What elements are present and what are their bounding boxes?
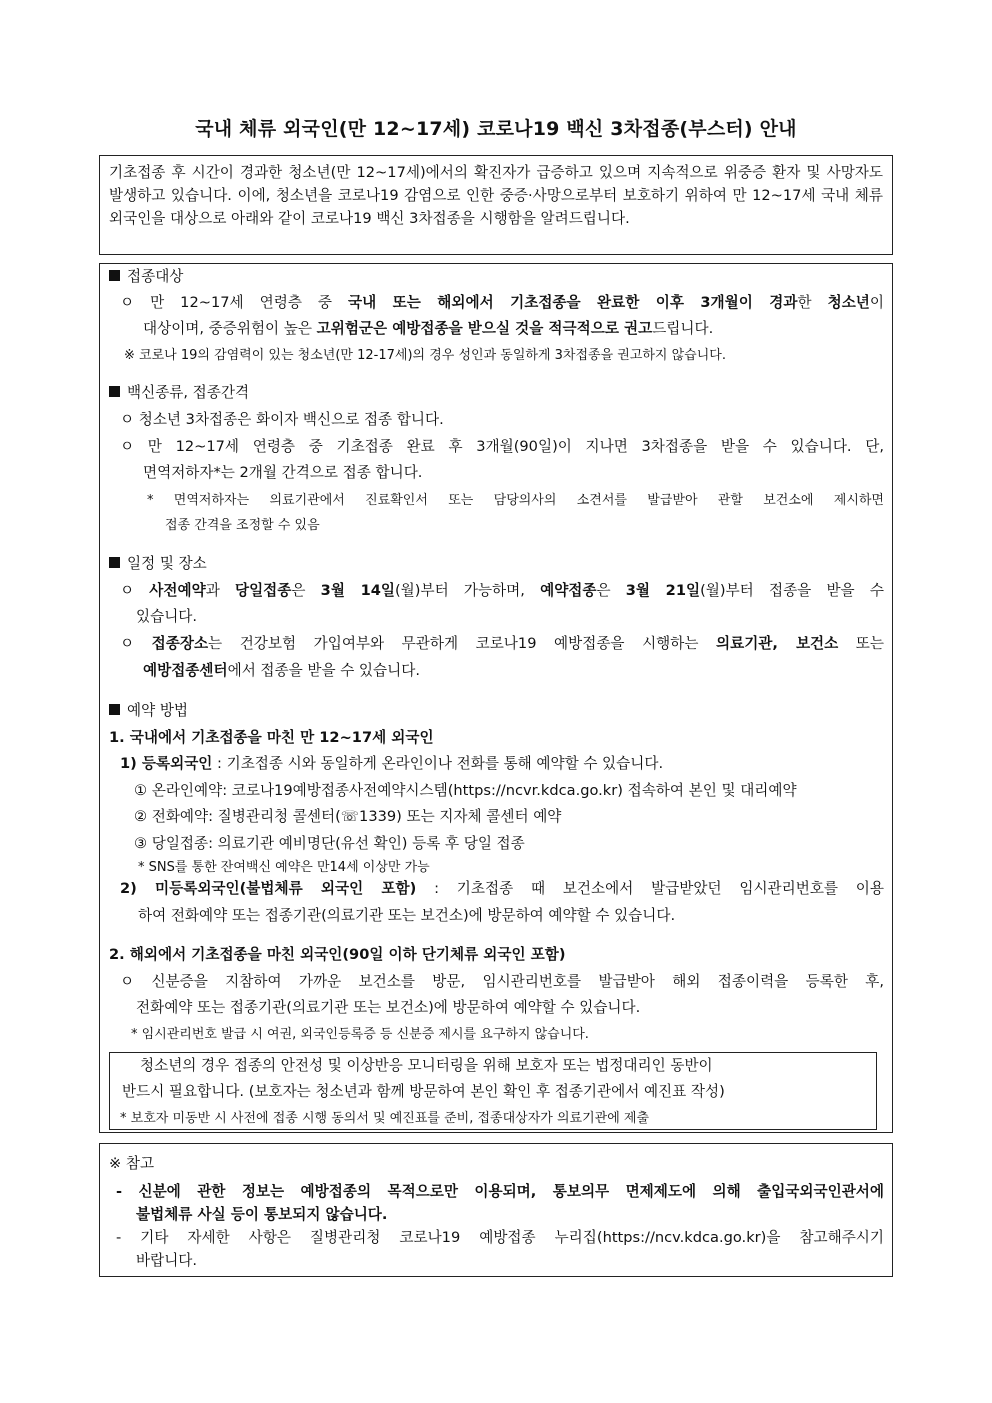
square-bullet-icon xyxy=(109,704,120,715)
intro-text: 기초접종 후 시간이 경과한 청소년(만 12~17세)에서의 확진자가 급증하고 있으며 지속적으로 위중증 환자 및 사망자도 발생하고 있습니다. 이에, 청소년을 코로나19 감염으로 인한 중증·사망으로부터 보호하기 위하여 만 12~17세 국내 체류 외국인을 대상으로 아래와 같이 코로나19 백신 3차접종을 시행함을 알려드립니다. xyxy=(109,164,883,227)
section-heading-target: 접종대상 xyxy=(109,267,183,287)
booking-item-online: ① 온라인예약: 코로나19예방접종사전예약시스템(https://ncvr.kdca.go.kr) 접속하여 본인 및 대리예약 xyxy=(134,782,797,799)
vaccine-note-cont: 접종 간격을 조정할 수 있음 xyxy=(165,518,320,533)
target-note: ※ 코로나 19의 감염력이 있는 청소년(만 12-17세)의 경우 성인과 동일하게 3차접종을 권고하지 않습니다. xyxy=(124,348,726,363)
guardian-notice-box xyxy=(109,1052,877,1130)
reference-item-1: - 신분에 관한 정보는 예방접종의 목적으로만 이용되며, 통보의무 면제제도에 의해 출입국외국인관서에 xyxy=(116,1183,884,1200)
booking-item-phone: ② 전화예약: 질병관리청 콜센터(☏1339) 또는 지자체 콜센터 예약 xyxy=(134,808,562,825)
section-heading-booking: 예약 방법 xyxy=(109,701,188,721)
vaccine-bullet-2-cont: 면역저하자*는 2개월 간격으로 접종 합니다. xyxy=(143,464,423,481)
square-bullet-icon xyxy=(109,386,120,397)
booking-sns-note: * SNS를 통한 잔여백신 예약은 만14세 이상만 가능 xyxy=(138,860,430,875)
target-bullet-1: ㅇ 만 12~17세 연령층 중 국내 또는 해외에서 기초접종을 완료한 이후 3개월이 경과한 청소년이 xyxy=(120,294,884,311)
booking-item-sameday: ③ 당일접종: 의료기관 예비명단(유선 확인) 등록 후 당일 접종 xyxy=(134,835,525,852)
target-bullet-1-cont: 대상이며, 중증위험이 높은 고위험군은 예방접종을 받으실 것을 적극적으로 권고드립니다. xyxy=(143,320,714,337)
schedule-bullet-1-cont: 있습니다. xyxy=(136,608,198,625)
vaccine-bullet-1: ㅇ 청소년 3차접종은 화이자 백신으로 접종 합니다. xyxy=(120,411,444,428)
guardian-notice-line-1: 청소년의 경우 접종의 안전성 및 이상반응 모니터링을 위해 보호자 또는 법정대리인 동반이 xyxy=(140,1057,713,1074)
booking-subsection-1: 1. 국내에서 기초접종을 마친 만 12~17세 외국인 xyxy=(109,729,434,746)
reference-item-1-cont: 불법체류 사실 등이 통보되지 않습니다. xyxy=(136,1206,388,1223)
schedule-bullet-2-cont: 예방접종센터에서 접종을 받을 수 있습니다. xyxy=(143,662,420,679)
reference-box xyxy=(99,1143,893,1277)
booking-subsection-2: 2. 해외에서 기초접종을 마친 외국인(90일 이하 단기체류 외국인 포함) xyxy=(109,946,566,963)
main-content-box xyxy=(99,263,893,1133)
reference-item-2-cont: 바랍니다. xyxy=(136,1252,198,1269)
vaccine-bullet-2: ㅇ 만 12~17세 연령층 중 기초접종 완료 후 3개월(90일)이 지나면 3차접종을 받을 수 있습니다. 단, xyxy=(120,438,884,455)
page-title: 국내 체류 외국인(만 12~17세) 코로나19 백신 3차접종(부스터) 안내 xyxy=(195,118,797,140)
booking-overseas-bullet: ㅇ 신분증을 지참하여 가까운 보건소를 방문, 임시관리번호를 발급받아 해외 접종이력을 등록한 후, xyxy=(120,973,884,990)
booking-overseas-bullet-cont: 전화예약 또는 접종기관(의료기관 또는 보건소)에 방문하여 예약할 수 있습니다. xyxy=(136,999,641,1016)
square-bullet-icon xyxy=(109,270,120,281)
schedule-bullet-1: ㅇ 사전예약과 당일접종은 3월 14일(월)부터 가능하며, 예약접종은 3월 21일(월)부터 접종을 받을 수 xyxy=(120,582,884,599)
schedule-bullet-2: ㅇ 접종장소는 건강보험 가입여부와 무관하게 코로나19 예방접종을 시행하는 의료기관, 보건소 또는 xyxy=(120,635,884,652)
section-heading-schedule: 일정 및 장소 xyxy=(109,554,207,574)
reference-item-2: - 기타 자세한 사항은 질병관리청 코로나19 예방접종 누리집(https://ncv.kdca.go.kr)을 참고해주시기 xyxy=(116,1229,884,1246)
square-bullet-icon xyxy=(109,557,120,568)
guardian-notice-line-2: 반드시 필요합니다. (보호자는 청소년과 함께 방문하여 본인 확인 후 접종기관에서 예진표 작성) xyxy=(122,1083,725,1100)
vaccine-note: * 면역저하자는 의료기관에서 진료확인서 또는 담당의사의 소견서를 발급받아 관할 보건소에 제시하면 xyxy=(147,493,884,508)
booking-unregistered-cont: 하여 전화예약 또는 접종기관(의료기관 또는 보건소)에 방문하여 예약할 수 있습니다. xyxy=(138,907,676,924)
section-heading-vaccine: 백신종류, 접종간격 xyxy=(109,383,249,403)
reference-heading: ※ 참고 xyxy=(109,1155,155,1172)
booking-unregistered-foreigner: 2) 미등록외국인(불법체류 외국인 포함) : 기초접종 때 보건소에서 발급받았던 임시관리번호를 이용 xyxy=(120,880,885,897)
guardian-notice-note: * 보호자 미동반 시 사전에 접종 시행 동의서 및 예진표를 준비, 접종대상자가 의료기관에 제출 xyxy=(120,1111,649,1126)
booking-registered-foreigner: 1) 등록외국인 : 기초접종 시와 동일하게 온라인이나 전화를 통해 예약할 수 있습니다. xyxy=(120,755,664,772)
booking-overseas-note: * 임시관리번호 발급 시 여권, 외국인등록증 등 신분증 제시를 요구하지 않습니다. xyxy=(131,1027,589,1042)
intro-box xyxy=(99,155,893,255)
